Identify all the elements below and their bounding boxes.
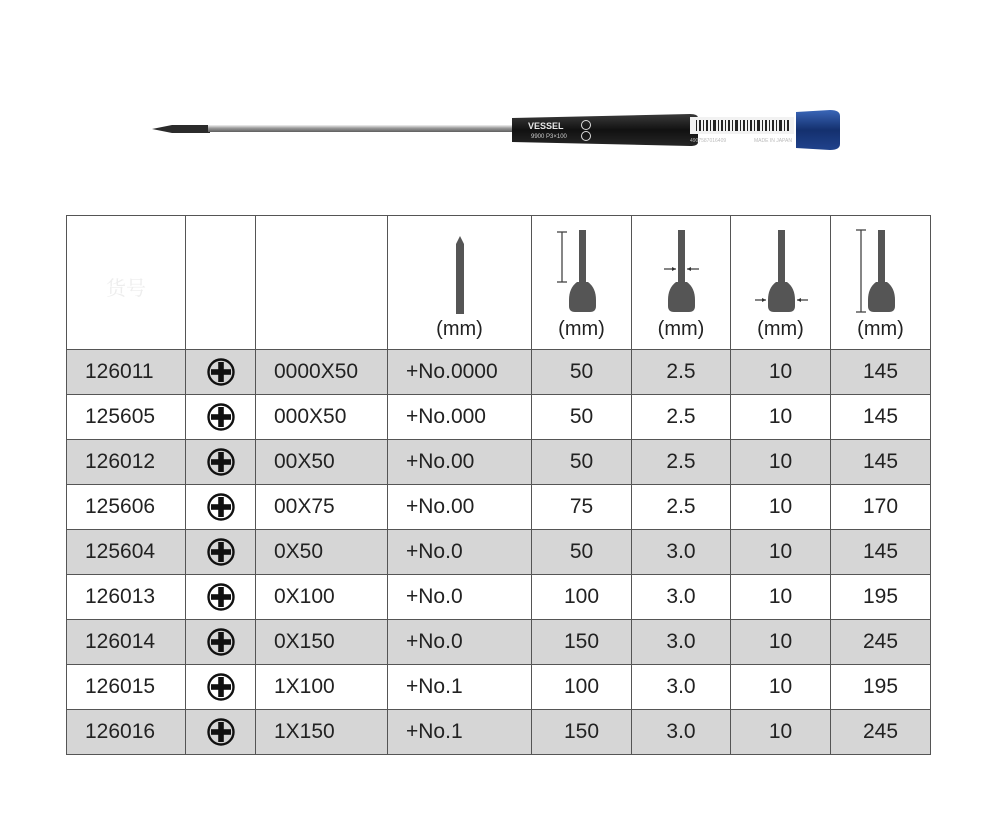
cell-size: 1X100 (256, 665, 388, 710)
cell-shaft-diameter: 3.0 (632, 575, 731, 620)
header-tip-type (186, 216, 256, 350)
header-overall-length (831, 216, 931, 350)
cell-point: +No.00 (388, 440, 532, 485)
cell-code: 125604 (67, 530, 186, 575)
grip-diameter-icon (751, 224, 811, 314)
phillips-icon (206, 537, 236, 567)
table-row (67, 440, 931, 485)
shaft-diameter-icon (651, 224, 711, 314)
cell-tip-icon (186, 350, 256, 395)
cell-blade-length: 150 (532, 620, 632, 665)
model-text: 9900 P3×100 (531, 134, 567, 140)
origin-text: MADE IN JAPAN (754, 138, 792, 144)
screwdriver-tip (152, 125, 210, 133)
cell-point: +No.0 (388, 530, 532, 575)
cell-code: 126011 (67, 350, 186, 395)
phillips-icon (206, 627, 236, 657)
phillips-icon (206, 447, 236, 477)
cell-shaft-diameter: 2.5 (632, 485, 731, 530)
cell-overall-length: 145 (831, 530, 931, 575)
header-code-label: 货号 (106, 278, 146, 300)
cell-tip-icon (186, 530, 256, 575)
cell-size: 0X100 (256, 575, 388, 620)
screwdriver-shaft (208, 125, 518, 132)
cell-tip-icon (186, 665, 256, 710)
cell-size: 00X75 (256, 485, 388, 530)
cell-code: 126015 (67, 665, 186, 710)
cell-size: 1X150 (256, 710, 388, 755)
cell-code: 126012 (67, 440, 186, 485)
cell-code: 126014 (67, 620, 186, 665)
cell-overall-length: 145 (831, 350, 931, 395)
cell-size: 00X50 (256, 440, 388, 485)
phillips-icon (206, 717, 236, 747)
cell-blade-length: 150 (532, 710, 632, 755)
header-grip-diameter (731, 216, 831, 350)
cell-grip-diameter: 10 (731, 665, 831, 710)
header-size (256, 216, 388, 350)
cell-size: 0000X50 (256, 350, 388, 395)
cell-overall-length: 245 (831, 710, 931, 755)
table-row (67, 575, 931, 620)
cell-size: 0X50 (256, 530, 388, 575)
table-row (67, 530, 931, 575)
cell-blade-length: 100 (532, 665, 632, 710)
cell-grip-diameter: 10 (731, 620, 831, 665)
cell-overall-length: 195 (831, 575, 931, 620)
cell-grip-diameter: 10 (731, 395, 831, 440)
header-code (67, 216, 186, 350)
cell-code: 126013 (67, 575, 186, 620)
cell-size: 0X150 (256, 620, 388, 665)
header-point (388, 216, 532, 350)
cell-grip-diameter: 10 (731, 485, 831, 530)
cell-tip-icon (186, 575, 256, 620)
brand-text: VESSEL (528, 121, 564, 131)
cell-shaft-diameter: 3.0 (632, 710, 731, 755)
cell-shaft-diameter: 2.5 (632, 350, 731, 395)
table-row (67, 665, 931, 710)
header-blade-length-unit: (mm) (558, 318, 605, 340)
header-point-unit: (mm) (436, 318, 483, 340)
cell-blade-length: 100 (532, 575, 632, 620)
cell-tip-icon (186, 395, 256, 440)
cell-overall-length: 245 (831, 620, 931, 665)
cell-grip-diameter: 10 (731, 575, 831, 620)
cell-grip-diameter: 10 (731, 440, 831, 485)
table-header-row (67, 216, 931, 350)
cell-tip-icon (186, 710, 256, 755)
cell-grip-diameter: 10 (731, 530, 831, 575)
cell-overall-length: 170 (831, 485, 931, 530)
cell-shaft-diameter: 2.5 (632, 440, 731, 485)
cell-blade-length: 50 (532, 440, 632, 485)
cell-overall-length: 145 (831, 395, 931, 440)
table-row (67, 485, 931, 530)
header-shaft-diameter-unit: (mm) (657, 318, 705, 340)
cell-tip-icon (186, 620, 256, 665)
barcode-number: 4907587016409 (690, 138, 727, 144)
phillips-icon (206, 672, 236, 702)
screwdriver-photo (150, 100, 850, 160)
overall-length-icon (851, 224, 911, 314)
header-blade-length (532, 216, 632, 350)
cell-shaft-diameter: 3.0 (632, 530, 731, 575)
header-grip-diameter-unit: (mm) (757, 318, 804, 340)
screwdriver-cap (796, 110, 840, 150)
cell-point: +No.0 (388, 575, 532, 620)
cell-point: +No.0000 (388, 350, 532, 395)
cell-overall-length: 145 (831, 440, 931, 485)
cell-shaft-diameter: 3.0 (632, 620, 731, 665)
barcode-label (690, 117, 794, 134)
phillips-icon (206, 582, 236, 612)
cell-blade-length: 50 (532, 395, 632, 440)
cell-size: 000X50 (256, 395, 388, 440)
phillips-icon (206, 492, 236, 522)
cell-grip-diameter: 10 (731, 710, 831, 755)
cell-grip-diameter: 10 (731, 350, 831, 395)
cell-overall-length: 195 (831, 665, 931, 710)
cell-point: +No.000 (388, 395, 532, 440)
cell-point: +No.0 (388, 620, 532, 665)
cell-point: +No.00 (388, 485, 532, 530)
cell-blade-length: 75 (532, 485, 632, 530)
cell-shaft-diameter: 2.5 (632, 395, 731, 440)
phillips-icon (206, 402, 236, 432)
cell-blade-length: 50 (532, 350, 632, 395)
tip-profile-icon (450, 236, 470, 314)
cell-shaft-diameter: 3.0 (632, 665, 731, 710)
cell-point: +No.1 (388, 665, 532, 710)
blade-length-icon (552, 224, 612, 314)
header-shaft-diameter (632, 216, 731, 350)
cell-point: +No.1 (388, 710, 532, 755)
cell-tip-icon (186, 485, 256, 530)
cell-tip-icon (186, 440, 256, 485)
table-row (67, 620, 931, 665)
header-overall-length-unit: (mm) (857, 318, 904, 340)
cell-code: 125605 (67, 395, 186, 440)
table-row (67, 710, 931, 755)
cell-blade-length: 50 (532, 530, 632, 575)
table-row (67, 395, 931, 440)
cell-code: 126016 (67, 710, 186, 755)
table-row (67, 350, 931, 395)
spec-table (66, 215, 931, 755)
phillips-icon (206, 357, 236, 387)
cell-code: 125606 (67, 485, 186, 530)
